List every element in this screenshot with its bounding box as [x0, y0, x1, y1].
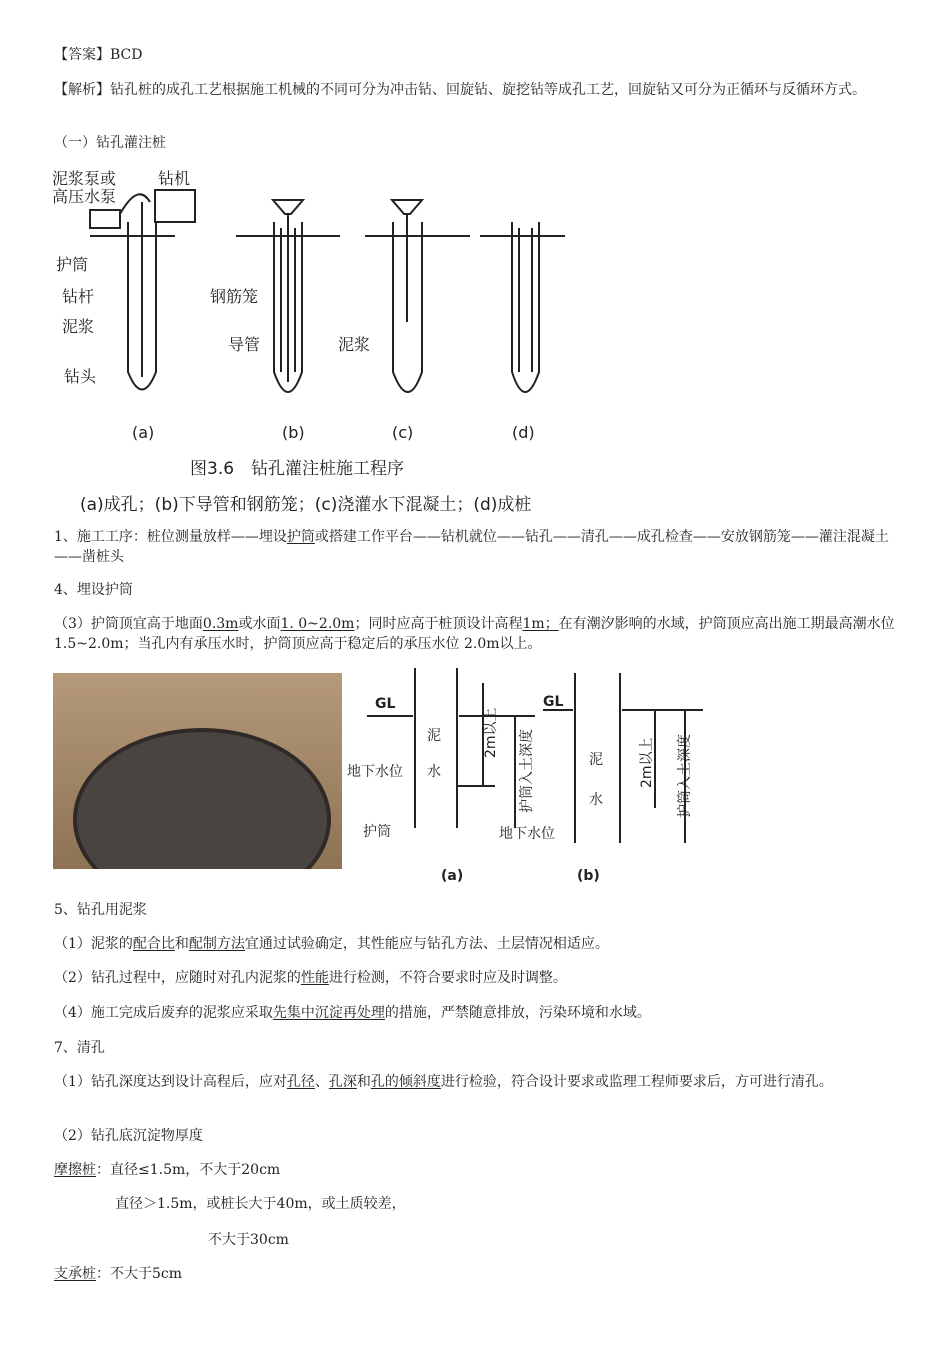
step5-1: （1）泥浆的配合比和配制方法宜通过试验确定，其性能应与钻孔方法、土层情况相适应。 [54, 936, 609, 952]
label-bit: 钻头 [64, 367, 97, 386]
gw-a: 地下水位 [347, 764, 403, 780]
label-pump2: 高压水泵 [52, 187, 117, 206]
label-rig: 钻机 [158, 169, 191, 188]
friction-line-3: 不大于30cm [208, 1232, 289, 1248]
label-tremie: 导管 [228, 335, 261, 354]
step5-2: （2）钻孔过程中，应随时对孔内泥浆的性能进行检测，不符合要求时应及时调整。 [54, 970, 567, 986]
gl-b: GL [543, 694, 564, 710]
answer-line: 【答案】BCD [54, 47, 143, 63]
above2m-a: 2m以上 [483, 707, 499, 758]
gl-a: GL [375, 696, 396, 712]
step7-2: （2）钻孔底沉淀物厚度 [54, 1128, 203, 1144]
mud-a: 泥 [427, 728, 441, 744]
figure-caption: (a)成孔；(b)下导管和钢筋笼；(c)浇灌水下混凝土；(d)成桩 [80, 495, 532, 515]
panel-b: (b) [282, 423, 305, 442]
caption-b: (b) [577, 868, 600, 884]
step4-title: 4、埋设护筒 [54, 582, 133, 598]
casing-label: 护筒 [363, 824, 391, 840]
bored-pile-construction-figure [50, 162, 610, 522]
label-pump: 泥浆泵或 [52, 169, 117, 188]
label-mud2: 泥浆 [338, 335, 371, 354]
step5-title: 5、钻孔用泥浆 [54, 902, 147, 918]
label-casing: 护筒 [56, 255, 89, 274]
friction-line-2: 直径＞1.5m，或桩长大于40m，或土质较差， [115, 1196, 406, 1212]
friction-line: 摩擦桩：直径≤1.5m，不大于20cm [54, 1162, 281, 1178]
bearing-line: 支承桩：不大于5cm [54, 1266, 183, 1282]
panel-d: (d) [512, 423, 535, 442]
casing-diagram [345, 668, 715, 888]
above2m-b: 2m以上 [639, 737, 655, 788]
caption-a: (a) [441, 868, 464, 884]
step7-title: 7、清孔 [54, 1040, 105, 1056]
label-mud: 泥浆 [62, 317, 95, 336]
mud-b: 泥 [589, 752, 603, 768]
step4-3-paragraph: （3）护筒顶宜高于地面0.3m或水面1. 0~2.0m；同时应高于桩顶设计高程1m；在有潮汐影响的水域，护筒顶应高出施工期最高潮水位1.5~2.0m；当孔内有承压水时，护筒顶应高于稳定后的承压水位 2.0m以上。 [54, 616, 895, 652]
water-b: 水 [589, 792, 603, 808]
casing-photo [53, 673, 342, 869]
section-title: （一）钻孔灌注桩 [54, 135, 166, 151]
figure-title: 图3.6 钻孔灌注桩施工程序 [190, 459, 405, 479]
gw-b: 地下水位 [499, 826, 555, 842]
label-cage: 钢筋笼 [210, 287, 259, 306]
step7-1: （1）钻孔深度达到设计高程后，应对孔径、孔深和孔的倾斜度进行检验，符合设计要求或监理工程师要求后，方可进行清孔。 [54, 1074, 833, 1090]
panel-c: (c) [392, 423, 414, 442]
panel-a: (a) [132, 423, 155, 442]
depth-b: 护筒入土深度 [677, 734, 693, 818]
analysis-paragraph: 【解析】钻孔桩的成孔工艺根据施工机械的不同可分为冲击钻、回旋钻、旋挖钻等成孔工艺，回旋钻又可分为正循环与反循环方式。 [54, 82, 866, 98]
depth-a: 护筒入土深度 [519, 729, 535, 813]
label-rod: 钻杆 [62, 287, 95, 306]
water-a: 水 [427, 764, 441, 780]
step5-4: （4）施工完成后废弃的泥浆应采取先集中沉淀再处理的措施，严禁随意排放，污染环境和水域。 [54, 1005, 651, 1021]
step1-paragraph: 1、施工工序：桩位测量放样——埋设护筒或搭建工作平台——钻机就位——钻孔——清孔——成孔检查——安放钢筋笼——灌注混凝土——凿桩头 [54, 529, 889, 565]
